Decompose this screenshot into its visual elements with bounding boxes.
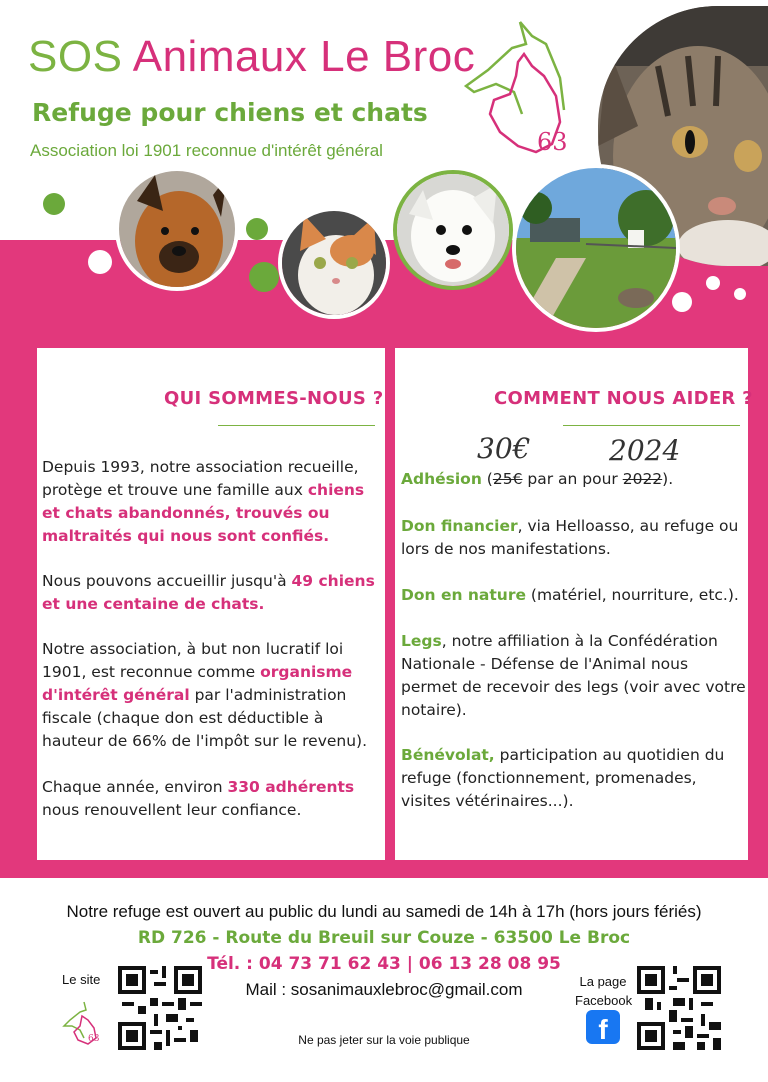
green-dot-decoration <box>43 193 65 215</box>
card-heading: COMMENT NOUS AIDER ? <box>494 388 753 409</box>
handwritten-price: 30€ <box>477 432 531 465</box>
white-dot-decoration <box>88 250 112 274</box>
heading-underline <box>218 425 375 426</box>
white-dot-decoration <box>734 288 746 300</box>
item-don-en-nature: Don en nature (matériel, nourriture, etc.). <box>401 586 739 604</box>
paragraph-capacity: Nous pouvons accueillir jusqu'à 49 chiens et une centaine de chats. <box>42 572 375 613</box>
page-title <box>28 32 475 82</box>
item-benevolat: Bénévolat, participation au quotidien du refuge (fonctionnement, promenades, visites vétérinaires...). <box>401 746 725 810</box>
card-qui-sommes-nous <box>37 348 385 860</box>
footer-note: Ne pas jeter sur la voie publique <box>298 1033 470 1047</box>
paragraph-history: Depuis 1993, notre association recueille, protège et trouve une famille aux chiens et chats abandonnés, trouvés ou maltraités qui nous sont confiés. <box>42 458 365 545</box>
paragraph-general-interest: Notre association, à but non lucratif loi 1901, est reconnue comme organisme d'intérêt général par l'administration fiscale (chaque don est déductible à hauteur de 66% de l'impôt sur le revenu). <box>42 640 368 750</box>
opening-hours: Notre refuge est ouvert au public du lundi au samedi de 14h à 17h (hors jours fériés) <box>66 902 702 921</box>
photo-refuge-grounds <box>512 164 680 332</box>
handwritten-year: 2024 <box>609 434 681 467</box>
facebook-label: La page Facebook <box>575 974 633 1008</box>
title-word-animaux: Animaux Le Broc <box>132 32 476 81</box>
white-dot-decoration <box>672 292 692 312</box>
photo-ginger-white-cat <box>278 207 390 319</box>
heading-underline <box>563 425 740 426</box>
card-heading: QUI SOMMES-NOUS ? <box>164 388 384 409</box>
tagline: Association loi 1901 reconnue d'intérêt général <box>30 141 383 160</box>
photo-white-dog <box>393 170 513 290</box>
site-label: Le site <box>62 972 101 987</box>
email-address[interactable]: Mail : sosanimauxlebroc@gmail.com <box>245 980 523 999</box>
subtitle: Refuge pour chiens et chats <box>32 98 428 127</box>
green-dot-decoration <box>246 218 268 240</box>
white-dot-decoration <box>706 276 720 290</box>
facebook-icon[interactable]: f <box>586 1010 620 1044</box>
title-word-sos: SOS <box>28 32 123 81</box>
photo-brown-dog <box>115 167 239 291</box>
green-dot-decoration <box>249 262 279 292</box>
phone-numbers[interactable]: Tél. : 04 73 71 62 43 | 06 13 28 08 95 <box>207 954 561 974</box>
mini-logo-number: 63 <box>88 1034 100 1044</box>
address: RD 726 - Route du Breuil sur Couze - 63500 Le Broc <box>137 928 631 948</box>
item-adhesion: Adhésion (25€ par an pour 2022). <box>401 470 674 488</box>
item-legs: Legs, notre affiliation à la Confédération Nationale - Défense de l'Animal nous permet de recevoir des legs (voir avec votre notaire). <box>401 632 746 719</box>
paragraph-members: Chaque année, environ 330 adhérents nous renouvellent leur confiance. <box>42 778 355 819</box>
logo-number: 63 <box>537 128 568 156</box>
item-don-financier: Don financier, via Helloasso, au refuge ou lors de nos manifestations. <box>401 517 739 558</box>
card-comment-nous-aider <box>395 348 753 860</box>
